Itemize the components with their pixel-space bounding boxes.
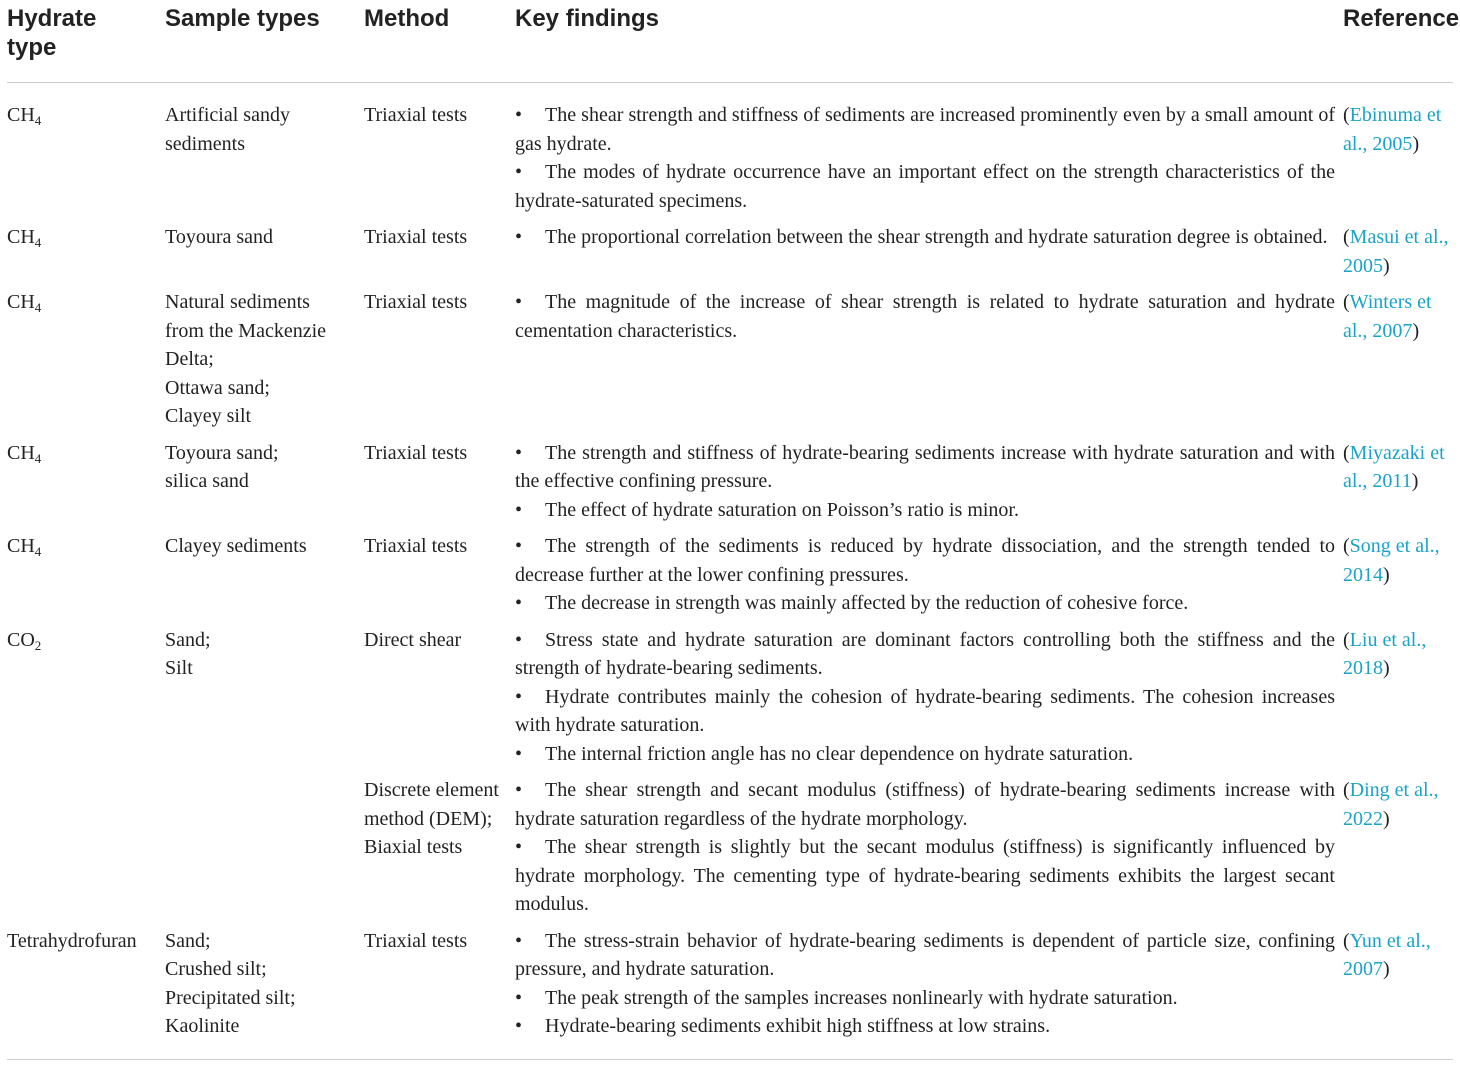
reference-link[interactable]: Liu et al., 2018: [1343, 628, 1427, 679]
cell-key-findings: [515, 626, 1343, 777]
hydrate-type-text: CH: [7, 226, 35, 248]
sample-type-line: Clayey sediments: [165, 535, 307, 557]
bullet-icon: •: [515, 498, 523, 521]
table-row: [7, 927, 1453, 1060]
reference-open-paren: (: [1343, 779, 1350, 801]
finding-text: Hydrate contributes mainly the cohesion of hydrate-bearing sediments. The cohesion increases with hydrate saturation.: [515, 685, 1335, 736]
cell-sample-types: [165, 83, 364, 224]
cell-method: [364, 532, 515, 626]
hydrate-type-text: CH: [7, 291, 35, 313]
finding-text: The shear strength and stiffness of sediments are increased prominently even by a small amount of gas hydrate.: [515, 104, 1335, 155]
bullet-icon: •: [515, 1015, 523, 1037]
header-method: Method: [364, 0, 515, 83]
reference-open-paren: (: [1343, 929, 1350, 952]
cell-hydrate-type: [7, 532, 165, 626]
sample-type-line: Silt: [165, 657, 193, 679]
cell-reference: [1343, 532, 1453, 626]
reference-close-paren: ): [1383, 254, 1390, 277]
reference-link[interactable]: Ebinuma et al., 2005: [1343, 104, 1442, 155]
finding-item: [515, 626, 1343, 683]
finding-text: The proportional correlation between the shear strength and hydrate saturation degree is obtained.: [545, 226, 1328, 248]
bullet-icon: •: [515, 535, 523, 557]
cell-hydrate-type: [7, 927, 165, 1060]
cell-key-findings: [515, 288, 1343, 439]
finding-item: [515, 776, 1343, 833]
cell-key-findings: [515, 223, 1343, 288]
sample-type-line: Kaolinite: [165, 1015, 240, 1037]
reference-link[interactable]: Winters et al., 2007: [1343, 291, 1432, 342]
reference-close-paren: ): [1383, 958, 1390, 980]
table-row: [7, 776, 1453, 927]
hydrate-type-text: Tetrahydrofuran: [7, 929, 137, 952]
sample-type-line: Toyoura sand: [165, 226, 274, 248]
finding-item: [515, 833, 1343, 919]
reference-close-paren: ): [1412, 132, 1420, 155]
reference-link[interactable]: Ding et al., 2022: [1343, 779, 1439, 830]
reference-link[interactable]: Yun et al., 2007: [1343, 929, 1431, 980]
hydrate-type-subscript: 4: [34, 113, 42, 128]
hydrate-type-text: CH: [7, 441, 35, 464]
hydrate-type-text: CO: [7, 628, 35, 651]
header-key-findings: Key findings: [515, 0, 1343, 83]
finding-text: The internal friction angle has no clear dependence on hydrate saturation.: [545, 742, 1134, 765]
bullet-icon: •: [515, 226, 523, 248]
cell-reference: [1343, 626, 1453, 777]
table-body: [7, 83, 1453, 1060]
bullet-icon: •: [515, 592, 523, 614]
bullet-icon: •: [515, 441, 523, 464]
finding-item: [515, 683, 1343, 740]
sample-type-line: Sand;: [165, 929, 211, 952]
cell-reference: [1343, 439, 1453, 533]
finding-text: The decrease in strength was mainly affected by the reduction of cohesive force.: [545, 592, 1189, 614]
method-line: Direct shear: [364, 628, 462, 651]
cell-method: [364, 288, 515, 439]
cell-method: [364, 626, 515, 777]
table-row: [7, 83, 1453, 224]
cell-key-findings: [515, 532, 1343, 626]
cell-reference: [1343, 223, 1453, 288]
bullet-icon: •: [515, 742, 523, 765]
cell-reference: [1343, 927, 1453, 1060]
cell-hydrate-type: [7, 83, 165, 224]
cell-hydrate-type: [7, 626, 165, 777]
cell-method: [364, 223, 515, 288]
reference-close-paren: ): [1411, 470, 1419, 492]
finding-item: [515, 496, 1343, 525]
finding-text: The peak strength of the samples increases nonlinearly with hydrate saturation.: [545, 986, 1178, 1009]
sample-type-line: Sand;: [165, 628, 211, 651]
table-row: [7, 532, 1453, 626]
cell-sample-types: [165, 288, 364, 439]
header-hydrate-type: [7, 0, 165, 83]
sample-type-line: Ottawa sand;: [165, 376, 270, 399]
cell-hydrate-type: [7, 776, 165, 927]
finding-text: The effect of hydrate saturation on Poisson’s ratio is minor.: [545, 498, 1019, 521]
hydrate-type-subscript: 4: [34, 235, 42, 250]
hydrate-type-text: CH: [7, 535, 35, 557]
finding-item: [515, 439, 1343, 496]
header-hydrate-type-line2: type: [7, 34, 57, 61]
method-line: Triaxial tests: [364, 104, 468, 126]
finding-item: [515, 101, 1343, 158]
sample-type-line: silica sand: [165, 470, 249, 492]
finding-text: Hydrate-bearing sediments exhibit high stiffness at low strains.: [545, 1015, 1051, 1037]
sample-type-line: Crushed silt;: [165, 958, 267, 980]
cell-key-findings: [515, 83, 1343, 224]
finding-text: The stress-strain behavior of hydrate-bearing sediments is dependent of particle size, confining pressure, and hydrate saturation.: [515, 929, 1335, 980]
finding-item: [515, 532, 1343, 589]
sample-type-line: Precipitated silt;: [165, 986, 296, 1009]
finding-text: Stress state and hydrate saturation are dominant factors controlling both the stiffness and the strength of hydrate-bearing sediments.: [515, 628, 1335, 679]
hydrate-type-subscript: 4: [34, 544, 42, 559]
sample-type-line: Toyoura sand;: [165, 441, 279, 464]
method-line: Triaxial tests: [364, 291, 468, 313]
table-row: [7, 439, 1453, 533]
reference-close-paren: ): [1412, 319, 1420, 342]
finding-item: [515, 1012, 1343, 1041]
cell-sample-types: [165, 626, 364, 777]
reference-close-paren: ): [1383, 657, 1390, 679]
header-sample-types: Sample types: [165, 0, 364, 83]
table-row: [7, 288, 1453, 439]
finding-item: [515, 158, 1343, 215]
reference-open-paren: (: [1343, 291, 1350, 313]
cell-hydrate-type: [7, 439, 165, 533]
sample-type-line: Natural sediments from the Mackenzie Delta;: [165, 291, 327, 370]
cell-method: [364, 83, 515, 224]
finding-text: The strength and stiffness of hydrate-bearing sediments increase with hydrate saturation and with the effective confining pressure.: [515, 441, 1335, 492]
method-line: Triaxial tests: [364, 441, 468, 464]
table-row: [7, 223, 1453, 288]
cell-key-findings: [515, 776, 1343, 927]
cell-sample-types: [165, 532, 364, 626]
cell-reference: [1343, 83, 1453, 224]
cell-hydrate-type: [7, 223, 165, 288]
reference-open-paren: (: [1343, 628, 1350, 651]
finding-item: [515, 984, 1343, 1013]
table-header: [7, 0, 1460, 83]
header-row: [7, 0, 1453, 83]
bullet-icon: •: [515, 628, 523, 651]
reference-link[interactable]: Masui et al., 2005: [1343, 226, 1449, 277]
finding-item: [515, 288, 1343, 345]
sample-type-line: Clayey silt: [165, 405, 252, 427]
finding-item: [515, 740, 1343, 769]
finding-item: [515, 223, 1343, 252]
bullet-icon: •: [515, 685, 523, 708]
reference-link[interactable]: Song et al., 2014: [1343, 535, 1440, 586]
cell-sample-types: [165, 439, 364, 533]
bullet-icon: •: [515, 291, 523, 313]
cell-sample-types: [165, 776, 364, 927]
bullet-icon: •: [515, 929, 523, 952]
method-line: Triaxial tests: [364, 226, 468, 248]
reference-open-paren: (: [1343, 441, 1350, 464]
reference-open-paren: (: [1343, 226, 1350, 248]
bullet-icon: •: [515, 836, 523, 858]
hydrate-type-subscript: 4: [34, 300, 42, 315]
cell-sample-types: [165, 223, 364, 288]
reference-close-paren: ): [1383, 563, 1390, 586]
cell-reference: [1343, 288, 1453, 439]
bullet-icon: •: [515, 104, 523, 126]
reference-open-paren: (: [1343, 104, 1350, 126]
method-line: Triaxial tests: [364, 929, 468, 952]
sample-type-line: Artificial sandy sediments: [165, 104, 290, 155]
method-line: Triaxial tests: [364, 535, 468, 557]
hydrate-type-text: CH: [7, 104, 35, 126]
cell-hydrate-type: [7, 288, 165, 439]
method-line: Biaxial tests: [364, 836, 463, 858]
bullet-icon: •: [515, 161, 523, 183]
method-line: Discrete element method (DEM);: [364, 779, 499, 830]
bullet-icon: •: [515, 779, 523, 801]
header-hydrate-type-line1: Hydrate: [7, 5, 97, 32]
cell-sample-types: [165, 927, 364, 1060]
finding-text: The shear strength is slightly but the secant modulus (stiffness) is significantly influenced by hydrate morphology. The cementing type of hydrate-bearing sediments exhibits the largest secant modulus.: [515, 836, 1335, 915]
cell-reference: [1343, 776, 1453, 927]
cell-method: [364, 927, 515, 1060]
finding-text: The modes of hydrate occurrence have an important effect on the strength characteristics of the hydrate-saturated specimens.: [515, 161, 1335, 212]
bullet-icon: •: [515, 986, 523, 1009]
cell-method: [364, 439, 515, 533]
finding-item: [515, 589, 1343, 618]
finding-text: The shear strength and secant modulus (stiffness) of hydrate-bearing sediments increase with hydrate saturation regardless of the hydrate morphology.: [515, 779, 1335, 830]
hydrate-type-subscript: 2: [34, 637, 42, 653]
reference-close-paren: ): [1383, 807, 1390, 830]
header-reference: Reference: [1343, 0, 1453, 83]
reference-open-paren: (: [1343, 535, 1350, 557]
hydrate-studies-table: [7, 0, 1460, 1060]
cell-key-findings: [515, 927, 1343, 1060]
finding-text: The magnitude of the increase of shear strength is related to hydrate saturation and hydrate cementation characteristics.: [515, 291, 1335, 342]
cell-key-findings: [515, 439, 1343, 533]
hydrate-type-subscript: 4: [34, 450, 42, 466]
table-row: [7, 626, 1453, 777]
finding-text: The strength of the sediments is reduced by hydrate dissociation, and the strength tended to decrease further at the lower confining pressures.: [515, 535, 1335, 586]
cell-method: [364, 776, 515, 927]
reference-link[interactable]: Miyazaki et al., 2011: [1343, 441, 1445, 492]
finding-item: [515, 927, 1343, 984]
